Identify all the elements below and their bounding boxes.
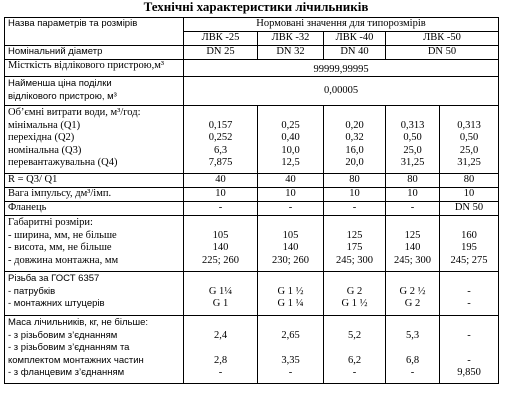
flow-col-4 xyxy=(386,106,440,174)
mass-value: 9,850 xyxy=(457,367,481,378)
thread-value: - xyxy=(467,285,471,297)
flow-col-2 xyxy=(258,106,324,174)
page-title: Технічні характеристики лічильників xyxy=(143,0,369,14)
flange-value: DN 50 xyxy=(440,202,499,216)
thread-value: G 2 xyxy=(404,298,421,309)
flow-value: 0,32 xyxy=(345,132,364,143)
pulse-value: 10 xyxy=(324,188,386,202)
dims-value: 225; 260 xyxy=(201,254,240,266)
flow-label-line: мінімальна (Q1) xyxy=(8,119,81,131)
thread-col-3 xyxy=(324,272,386,316)
ratio-label: R = Q3/ Q1 xyxy=(5,174,184,188)
dims-value xyxy=(327,217,382,230)
dims-value: 125 xyxy=(404,229,421,241)
mass-col-5 xyxy=(440,316,499,384)
mass-label-line: - з фланцевим з’єднанням xyxy=(8,367,125,378)
mass-value: 5,2 xyxy=(347,329,362,341)
capacity-label: Місткість відлікового пристрою,м³ xyxy=(5,60,184,77)
flow-label-line: перехідна (Q2) xyxy=(8,132,75,143)
mass-value xyxy=(443,342,495,355)
thread-label-line: - патрубків xyxy=(8,285,56,297)
mass-labels xyxy=(5,316,184,384)
dims-label-line: - довжина монтажна, мм xyxy=(8,254,119,266)
dims-labels xyxy=(5,216,184,272)
flow-label-line: перевантажувальна (Q4) xyxy=(8,157,118,168)
mass-col-3 xyxy=(324,316,386,384)
dims-value: 140 xyxy=(212,242,229,253)
flow-value: 20,0 xyxy=(345,157,364,168)
flow-value: 6,3 xyxy=(213,144,228,156)
flow-label-line: Об’ємні витрати води, м³/год: xyxy=(8,107,141,118)
dims-col-2 xyxy=(258,216,324,272)
table-row xyxy=(5,46,499,60)
thread-col-4 xyxy=(386,272,440,316)
mass-value: 2,8 xyxy=(213,354,228,366)
flow-value: 31,25 xyxy=(400,157,425,168)
thread-value xyxy=(261,273,320,286)
diameter-4: DN 50 xyxy=(386,46,499,60)
mass-col-2 xyxy=(258,316,324,384)
mass-value: 2,65 xyxy=(281,329,300,341)
dims-value: 140 xyxy=(282,242,299,253)
specs-table xyxy=(4,17,499,384)
thread-col-2 xyxy=(258,272,324,316)
pulse-label: Вага імпульсу, дм³/імп. xyxy=(5,188,184,202)
flow-value xyxy=(187,107,254,120)
thread-value xyxy=(327,273,382,286)
table-row xyxy=(5,188,499,202)
ratio-value: 40 xyxy=(258,174,324,188)
dims-value: 105 xyxy=(212,229,229,241)
diameter-2: DN 32 xyxy=(258,46,324,60)
dims-label-line: - ширина, мм, не більше xyxy=(8,229,117,241)
dims-value xyxy=(389,217,436,230)
flow-value: 0,252 xyxy=(208,132,233,143)
mass-col-1 xyxy=(184,316,258,384)
thread-value xyxy=(187,273,254,286)
mass-value: - xyxy=(288,367,293,378)
flow-col-5 xyxy=(440,106,499,174)
pulse-value: 10 xyxy=(440,188,499,202)
flow-value: 0,50 xyxy=(459,132,479,143)
flow-col-3 xyxy=(324,106,386,174)
dims-value: 245; 275 xyxy=(450,254,488,266)
table-row xyxy=(5,174,499,188)
mass-value: - xyxy=(467,354,471,366)
flange-value: - xyxy=(258,202,324,216)
dims-value: 245; 300 xyxy=(335,254,374,266)
flow-value xyxy=(443,107,495,120)
mass-label-line: Маса лічильників, кг, не більше: xyxy=(8,317,149,328)
mass-label-line: - з різьбовим з’єднанням та xyxy=(8,342,130,353)
mass-value: 5,3 xyxy=(405,329,420,341)
mass-value: 3,35 xyxy=(281,354,300,366)
dims-value xyxy=(187,217,254,230)
mass-label-line: - з різьбовим з’єднанням xyxy=(8,329,118,341)
model-2: ЛВК -32 xyxy=(258,32,324,46)
mass-value xyxy=(327,342,382,355)
ratio-value: 80 xyxy=(440,174,499,188)
flow-value xyxy=(327,107,382,120)
pulse-value: 10 xyxy=(386,188,440,202)
mass-value xyxy=(389,342,436,355)
thread-value: G 1 ½ xyxy=(277,285,304,297)
table-row xyxy=(5,216,499,272)
dims-col-3 xyxy=(324,216,386,272)
thread-labels xyxy=(5,272,184,316)
flow-col-1 xyxy=(184,106,258,174)
table-row xyxy=(5,60,499,77)
thread-col-1 xyxy=(184,272,258,316)
mass-value xyxy=(327,317,382,330)
thread-value: G 1¼ xyxy=(208,285,233,297)
thread-value: G 1 ½ xyxy=(341,298,368,309)
division-value: 0,00005 xyxy=(184,77,499,106)
mass-value xyxy=(261,317,320,330)
dims-value xyxy=(443,217,495,230)
mass-value: - xyxy=(352,367,357,378)
flow-value: 25,0 xyxy=(403,144,422,156)
flow-value: 0,25 xyxy=(281,119,300,131)
dims-col-5 xyxy=(440,216,499,272)
mass-value: - xyxy=(218,367,223,378)
dims-value: 140 xyxy=(404,242,421,253)
params-header: Назва параметрів та розмірів xyxy=(5,18,184,46)
table-row xyxy=(5,272,499,316)
pulse-value: 10 xyxy=(258,188,324,202)
norm-header: Нормовані значення для типорозмірів xyxy=(184,18,499,32)
flow-value: 7,875 xyxy=(208,157,233,168)
dims-value: 230; 260 xyxy=(271,254,310,266)
mass-value xyxy=(261,342,320,355)
mass-value: - xyxy=(410,367,415,378)
model-4: ЛВК -50 xyxy=(386,32,499,46)
flow-value: 0,157 xyxy=(208,119,233,131)
flow-value: 0,50 xyxy=(403,132,422,143)
mass-label-line: комплектом монтажних частин xyxy=(8,354,144,366)
diameter-1: DN 25 xyxy=(184,46,258,60)
thread-label-line: - монтажних штуцерів xyxy=(8,298,105,309)
flange-value: - xyxy=(324,202,386,216)
diameter-3: DN 40 xyxy=(324,46,386,60)
thread-value: G 1 xyxy=(212,298,229,309)
dims-value: 195 xyxy=(461,242,477,253)
flange-value: - xyxy=(386,202,440,216)
thread-label-line: Різьба за ГОСТ 6357 xyxy=(8,273,100,284)
dims-value: 175 xyxy=(346,242,363,253)
capacity-value: 99999,99995 xyxy=(184,60,499,77)
ratio-value: 80 xyxy=(324,174,386,188)
thread-value xyxy=(443,273,495,286)
flange-value: - xyxy=(184,202,258,216)
flow-value: 0,20 xyxy=(345,119,364,131)
flow-value: 0,40 xyxy=(281,132,300,143)
diameter-label: Номінальний діаметр xyxy=(5,46,184,60)
flow-value: 12,5 xyxy=(281,157,300,168)
thread-col-5 xyxy=(440,272,499,316)
thread-value xyxy=(389,273,436,286)
flow-labels xyxy=(5,106,184,174)
model-1: ЛВК -25 xyxy=(184,32,258,46)
table-row xyxy=(5,77,499,106)
mass-value: - xyxy=(467,329,471,341)
flow-value: 16,0 xyxy=(345,144,364,156)
mass-value xyxy=(389,317,436,330)
thread-value: - xyxy=(467,298,471,309)
dims-value: 105 xyxy=(282,229,299,241)
dims-value: 245; 300 xyxy=(393,254,432,266)
mass-value: 6,2 xyxy=(347,354,362,366)
table-row xyxy=(5,202,499,216)
flange-label: Фланець xyxy=(5,202,184,216)
thread-value: G 1 ¼ xyxy=(277,298,304,309)
flow-value: 0,313 xyxy=(400,119,425,131)
mass-value xyxy=(443,317,495,330)
division-label-line: Найменша ціна поділки xyxy=(8,78,112,89)
mass-value xyxy=(187,317,254,330)
dims-col-1 xyxy=(184,216,258,272)
dims-label-line: Габаритні розміри: xyxy=(8,217,93,228)
dims-value xyxy=(261,217,320,230)
flow-value: 10,0 xyxy=(281,144,300,156)
flow-value xyxy=(261,107,320,120)
flow-label-line: номінальна (Q3) xyxy=(8,144,82,156)
dims-col-4 xyxy=(386,216,440,272)
flow-value xyxy=(389,107,436,120)
division-label-line: відлікового пристрою, м³ xyxy=(8,90,117,102)
table-row xyxy=(5,18,499,32)
table-row xyxy=(5,106,499,174)
dims-label-line: - висота, мм, не більше xyxy=(8,242,112,253)
flow-value: 0,313 xyxy=(457,119,481,131)
mass-value: 6,8 xyxy=(405,354,420,366)
ratio-value: 40 xyxy=(184,174,258,188)
mass-value: 2,4 xyxy=(213,329,228,341)
thread-value: G 2 ½ xyxy=(399,285,426,297)
flow-value: 25,0 xyxy=(459,144,479,156)
dims-value: 160 xyxy=(461,229,477,241)
model-3: ЛВК -40 xyxy=(324,32,386,46)
table-row xyxy=(5,316,499,384)
ratio-value: 80 xyxy=(386,174,440,188)
flow-value: 31,25 xyxy=(457,157,481,168)
dims-value: 125 xyxy=(346,229,363,241)
thread-value: G 2 xyxy=(346,285,363,297)
mass-value xyxy=(187,342,254,355)
division-label xyxy=(5,77,184,106)
pulse-value: 10 xyxy=(184,188,258,202)
mass-col-4 xyxy=(386,316,440,384)
